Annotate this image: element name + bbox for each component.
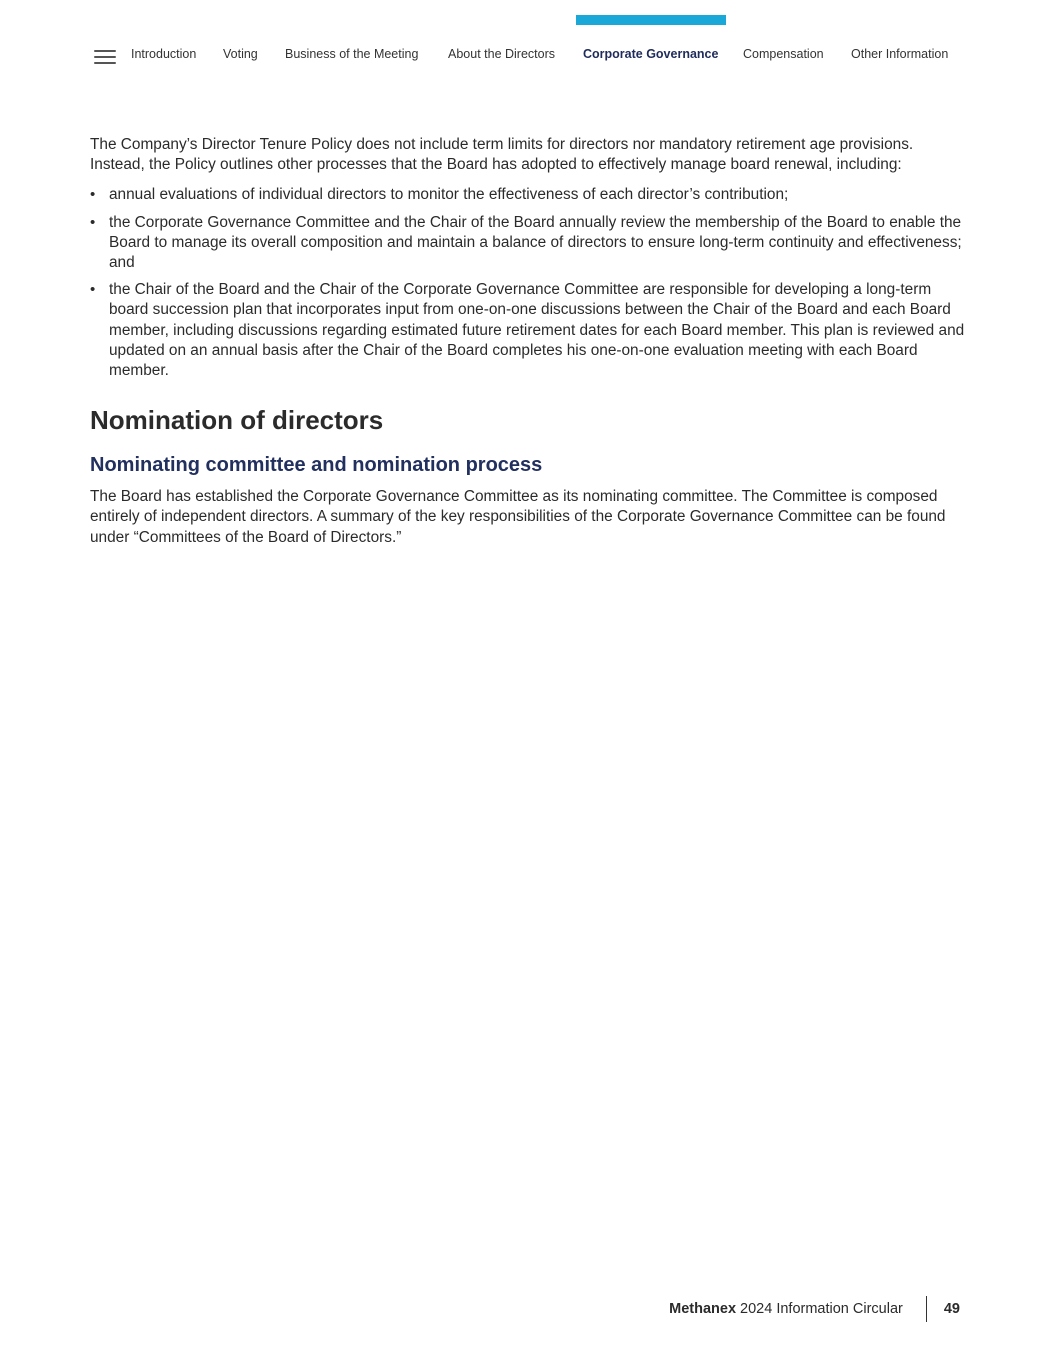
bullet-list [90, 185, 970, 381]
subsection-heading: Nominating committee and nomination process [90, 454, 543, 477]
nav-item-voting[interactable]: Voting [223, 47, 258, 61]
nav-item-other-information[interactable]: Other Information [851, 47, 949, 61]
section-heading: Nomination of directors [90, 405, 384, 436]
page-footer [669, 1296, 960, 1322]
hamburger-menu-icon[interactable] [94, 50, 116, 64]
footer-document-title: 2024 Information Circular [740, 1301, 903, 1317]
nav-item-introduction[interactable]: Introduction [131, 47, 197, 61]
nav-item-about-the-directors[interactable]: About the Directors [448, 47, 555, 61]
nav-item-business-of-the-meeting[interactable]: Business of the Meeting [285, 47, 419, 61]
footer-brand: Methanex [669, 1301, 737, 1317]
top-navigation [0, 0, 1055, 80]
intro-paragraph: The Company’s Director Tenure Policy does not include term limits for directors nor mandatory retirement age provisions. Instead, the Policy outlines other processes that the Board has adopted to effectively manage board renewal, including: [90, 136, 914, 174]
footer-divider [926, 1296, 927, 1322]
main-content [90, 135, 970, 548]
body-paragraph: The Board has established the Corporate Governance Committee as its nominating committee. The Committee is composed entirely of independent directors. A summary of the key responsibilities of the Corporate Governance Committee can be found under “Committees of the Board of Directors.” [90, 488, 946, 546]
list-item: • annual evaluations of individual directors to monitor the effectiveness of each director’s contribution; [90, 185, 970, 205]
list-item: • the Corporate Governance Committee and the Chair of the Board annually review the membership of the Board to enable the Board to manage its overall composition and maintain a balance of directors to ensure long-term continuity and effectiveness; and [90, 213, 970, 274]
nav-item-corporate-governance[interactable]: Corporate Governance [583, 47, 719, 61]
page-number: 49 [943, 1301, 960, 1317]
active-tab-indicator [576, 15, 726, 25]
list-item: • the Chair of the Board and the Chair of the Corporate Governance Committee are responsible for developing a long-term board succession plan that incorporates input from one-on-one discussions between the Chair of the Board and each Board member, including discussions regarding estimated future retirement dates for each Board member. This plan is reviewed and updated on an annual basis after the Chair of the Board completes his one-on-one evaluation meeting with each Board member. [90, 280, 970, 381]
nav-item-compensation[interactable]: Compensation [743, 47, 824, 61]
